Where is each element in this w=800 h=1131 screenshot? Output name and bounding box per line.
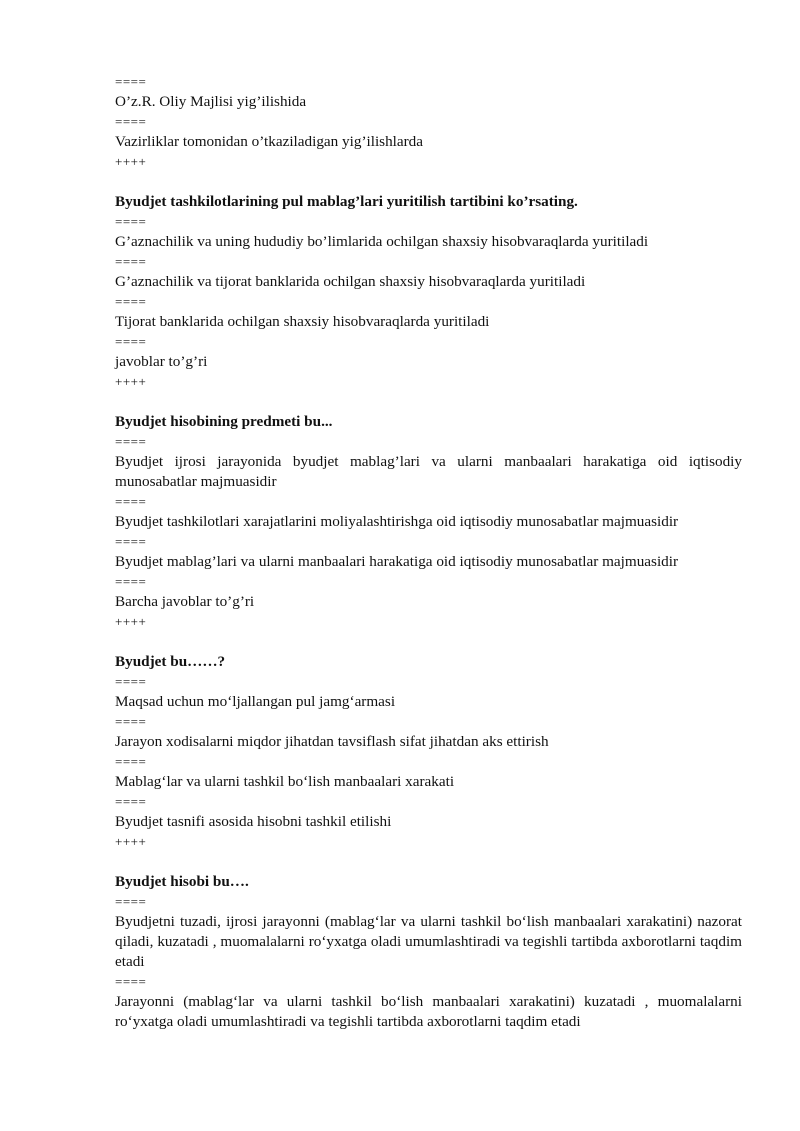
answer-option: Byudjet ijrosi jarayonida byudjet mablag’lari va ularni manbaalari harakatiga oid iqtisodiy munosabatlar majmuasidir bbox=[115, 453, 742, 490]
answer-option: Byudjet mablag’lari va ularni manbaalari harakatiga oid iqtisodiy munosabatlar majmuasidir bbox=[115, 553, 679, 570]
answer-separator: ==== bbox=[115, 534, 147, 549]
question-text: Byudjet bu……? bbox=[115, 653, 226, 670]
answer-option: O’z.R. Oliy Majlisi yig’ilishida bbox=[115, 93, 307, 110]
answer-separator: ==== bbox=[115, 494, 147, 509]
answer-separator: ==== bbox=[115, 794, 147, 809]
answer-separator: ==== bbox=[115, 974, 147, 989]
answer-option: Tijorat banklarida ochilgan shaxsiy hisobvaraqlarda yuritiladi bbox=[115, 313, 490, 330]
answer-separator: ==== bbox=[115, 294, 147, 309]
answer-separator: ==== bbox=[115, 334, 147, 349]
question-end-marker: ++++ bbox=[115, 154, 147, 169]
answer-option: Byudjet tashkilotlari xarajatlarini moliyalashtirishga oid iqtisodiy munosabatlar majmuasidir bbox=[115, 513, 679, 530]
question-end-marker: ++++ bbox=[115, 374, 147, 389]
answer-option: Mablagʻlar va ularni tashkil boʻlish manbaalari xarakati bbox=[115, 773, 455, 790]
answer-separator: ==== bbox=[115, 714, 147, 729]
answer-separator: ==== bbox=[115, 574, 147, 589]
answer-option: Barcha javoblar to’g’ri bbox=[115, 593, 255, 610]
answer-separator: ==== bbox=[115, 214, 147, 229]
question-end-marker: ++++ bbox=[115, 834, 147, 849]
answer-option: Jarayon xodisalarni miqdor jihatdan tavsiflash sifat jihatdan aks ettirish bbox=[115, 733, 549, 750]
answer-option: G’aznachilik va tijorat banklarida ochilgan shaxsiy hisobvaraqlarda yuritiladi bbox=[115, 273, 586, 290]
question-end-marker: ++++ bbox=[115, 614, 147, 629]
question-text: Byudjet hisobi bu…. bbox=[115, 873, 249, 890]
answer-separator: ==== bbox=[115, 754, 147, 769]
answer-option: Jarayonni (mablagʻlar va ularni tashkil boʻlish manbaalari xarakatini) kuzatadi , muomalalarni roʻyxatga oladi umumlashtiradi va tegishli tartibda axborotlarni taqdim etadi bbox=[115, 993, 742, 1030]
answer-option: G’aznachilik va uning hududiy bo’limlarida ochilgan shaxsiy hisobvaraqlarda yuritiladi bbox=[115, 233, 649, 250]
answer-separator: ==== bbox=[115, 114, 147, 129]
document-content bbox=[115, 72, 742, 1032]
answer-option: Byudjet tasnifi asosida hisobni tashkil etilishi bbox=[115, 813, 392, 830]
answer-separator: ==== bbox=[115, 254, 147, 269]
answer-option: Maqsad uchun moʻljallangan pul jamgʻarmasi bbox=[115, 693, 396, 710]
answer-separator: ==== bbox=[115, 894, 147, 909]
answer-separator: ==== bbox=[115, 434, 147, 449]
question-text: Byudjet hisobining predmeti bu... bbox=[115, 413, 333, 430]
answer-option: javoblar to’g’ri bbox=[115, 353, 208, 370]
answer-option: Byudjetni tuzadi, ijrosi jarayonni (mablagʻlar va ularni tashkil boʻlish manbaalari xarakatini) nazorat qiladi, kuzatadi , muomalalarni roʻyxatga oladi umumlashtiradi va tegishli tartibda axborotlarni taqdim etadi bbox=[115, 913, 742, 970]
question-text: Byudjet tashkilotlarining pul mablag’lari yuritilish tartibini ko’rsating. bbox=[115, 193, 578, 210]
answer-separator: ==== bbox=[115, 74, 147, 89]
answer-separator: ==== bbox=[115, 674, 147, 689]
answer-option: Vazirliklar tomonidan o’tkaziladigan yig’ilishlarda bbox=[115, 133, 424, 150]
